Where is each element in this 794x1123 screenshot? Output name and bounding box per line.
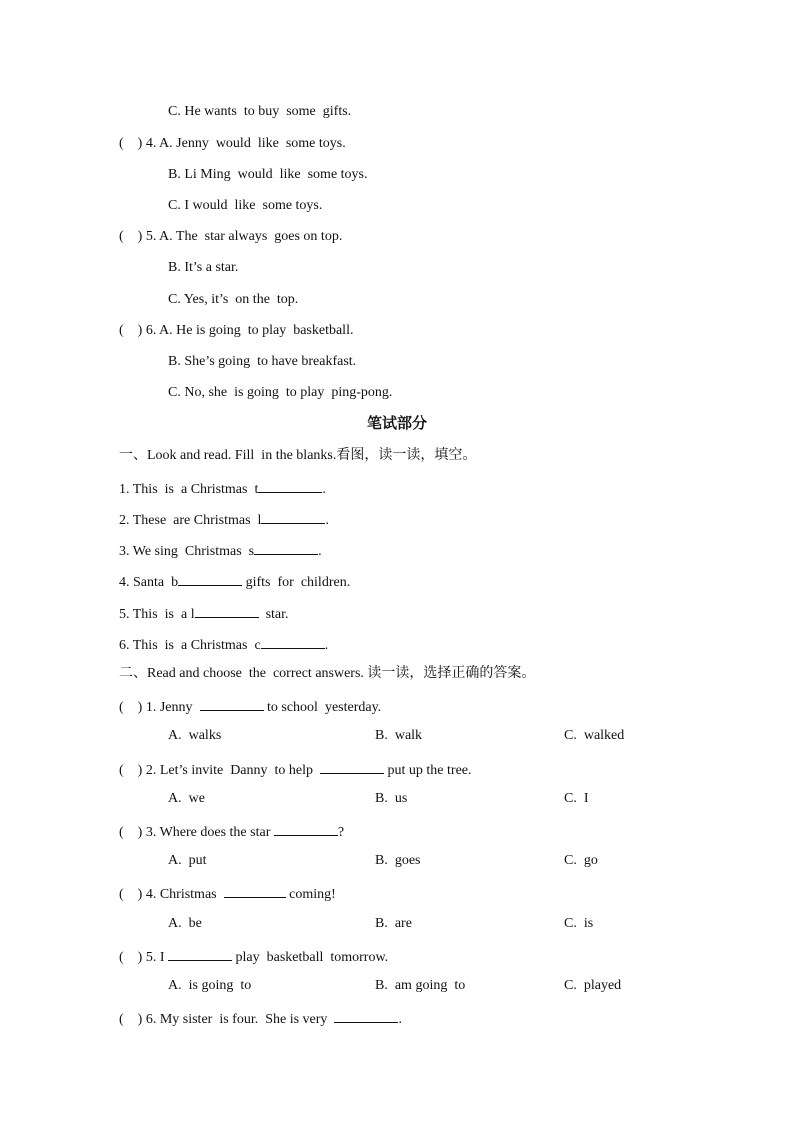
answer-blank[interactable] — [258, 478, 322, 493]
section2-q2-stem — [119, 759, 472, 780]
question-text: ( ) 4. Christmas — [119, 887, 224, 902]
section2-q1-option-a: A. walks — [168, 728, 222, 743]
section2-q6-stem — [119, 1008, 402, 1029]
item-text: 2. These are Christmas l — [119, 513, 262, 528]
question-text: ( ) 1. Jenny — [119, 700, 200, 715]
question-text-end: . — [398, 1012, 402, 1027]
listening-q4-stem: ( ) 4. A. Jenny would like some toys. — [119, 136, 346, 151]
section2-q2-option-b: B. us — [375, 791, 408, 806]
section2-q5-option-b: B. am going to — [375, 978, 466, 993]
answer-blank[interactable] — [178, 571, 242, 586]
question-text: ( ) 2. Let’s invite Danny to help — [119, 763, 321, 778]
item-text: 5. This is a l — [119, 607, 195, 622]
answer-blank[interactable] — [261, 509, 325, 524]
section2-q3-option-c: C. go — [564, 853, 598, 868]
listening-q3-option-c: C. He wants to buy some gifts. — [168, 104, 352, 119]
question-text-end: coming! — [285, 887, 336, 902]
answer-blank[interactable] — [261, 634, 325, 649]
written-part-title: 笔试部分 — [366, 414, 427, 432]
section2-q5-stem — [119, 946, 388, 967]
section1-item-4 — [119, 571, 350, 592]
section2-q1-stem — [119, 696, 381, 717]
question-text: ( ) 5. I — [119, 950, 168, 965]
section2-q4-option-b: B. are — [375, 916, 412, 931]
listening-q6-option-b: B. She’s going to have breakfast. — [168, 354, 357, 369]
listening-q5-option-c: C. Yes, it’s on the top. — [168, 292, 299, 307]
item-text-end: . — [322, 482, 326, 497]
item-text-end: . — [325, 513, 329, 528]
section2-q1-option-c: C. walked — [564, 728, 625, 743]
listening-q5-option-b: B. It’s a star. — [168, 260, 239, 275]
item-text-end: . — [324, 638, 329, 653]
question-text: ( ) 6. My sister is four. She is very — [119, 1012, 335, 1027]
section2-q5-option-c: C. played — [564, 978, 622, 993]
listening-q6-option-c: C. No, she is going to play ping-pong. — [168, 385, 393, 400]
question-text-end: ? — [337, 825, 345, 840]
answer-blank[interactable] — [320, 759, 384, 774]
section1-item-2 — [119, 509, 329, 530]
section2-q4-option-c: C. is — [564, 916, 594, 931]
item-text-end: . — [318, 544, 322, 559]
answer-blank[interactable] — [274, 821, 338, 836]
section2-q2-option-a: A. we — [168, 791, 205, 806]
section1-item-1 — [119, 478, 326, 499]
section2-heading: 二、Read and choose the correct answers. 读一读，选择正确的答案。 — [119, 666, 536, 681]
section1-heading: 一、Look and read. Fill in the blanks.看图，读一读，填空。 — [119, 448, 477, 463]
section2-q3-stem — [119, 821, 344, 842]
section2-q3-option-b: B. goes — [375, 853, 421, 868]
section2-q5-option-a: A. is going to — [168, 978, 252, 993]
section2-q4-option-a: A. be — [168, 916, 202, 931]
question-text-end: play basketball tomorrow. — [232, 950, 389, 965]
section1-item-3 — [119, 540, 322, 561]
item-text: 3. We sing Christmas s — [119, 544, 255, 559]
listening-q4-option-c: C. I would like some toys. — [168, 198, 323, 213]
answer-blank[interactable] — [254, 540, 318, 555]
section1-item-5 — [119, 603, 289, 624]
section1-item-6 — [119, 634, 328, 655]
answer-blank[interactable] — [224, 883, 286, 898]
listening-q6-stem: ( ) 6. A. He is going to play basketball. — [119, 323, 354, 338]
answer-blank[interactable] — [200, 696, 264, 711]
section2-q1-option-b: B. walk — [375, 728, 423, 743]
answer-blank[interactable] — [334, 1008, 398, 1023]
answer-blank[interactable] — [195, 603, 259, 618]
listening-q4-option-b: B. Li Ming would like some toys. — [168, 167, 368, 182]
item-text: 6. This is a Christmas c — [119, 638, 261, 653]
answer-blank[interactable] — [168, 946, 232, 961]
question-text-end: put up the tree. — [384, 763, 472, 778]
question-text-end: to school yesterday. — [263, 700, 382, 715]
item-text: 1. This is a Christmas t — [119, 482, 259, 497]
section2-q3-option-a: A. put — [168, 853, 207, 868]
item-text: 4. Santa b — [119, 575, 179, 590]
section2-q2-option-c: C. I — [564, 791, 589, 806]
section2-q4-stem — [119, 883, 336, 904]
question-text: ( ) 3. Where does the star — [119, 825, 274, 840]
item-text-end: gifts for children. — [242, 575, 351, 590]
listening-q5-stem: ( ) 5. A. The star always goes on top. — [119, 229, 343, 244]
item-text-end: star. — [258, 607, 289, 622]
